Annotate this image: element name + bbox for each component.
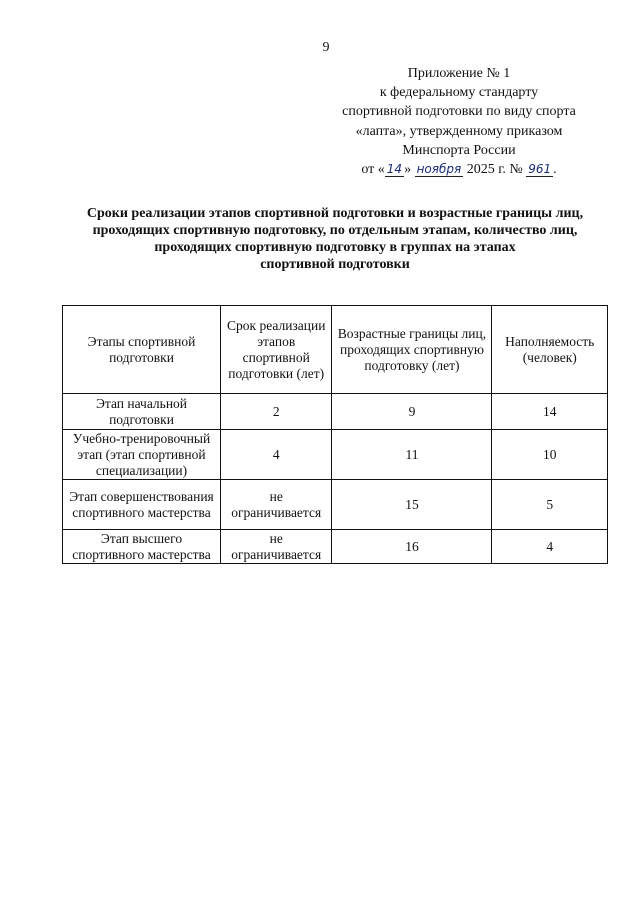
- date-end: .: [553, 162, 557, 178]
- header-stages: Этапы спортивной подготовки: [63, 306, 221, 394]
- cell-group-size: 4: [492, 530, 608, 564]
- table-row: [63, 394, 608, 430]
- cell-duration: 4: [221, 430, 332, 480]
- appendix-line-5: Минспорта России: [402, 142, 516, 158]
- cell-group-size: 5: [492, 480, 608, 530]
- cell-age: 9: [332, 394, 492, 430]
- table-row: [63, 480, 608, 530]
- order-date-line: [320, 160, 598, 179]
- handwritten-order-number: 961: [528, 162, 552, 177]
- stages-table: [62, 305, 608, 564]
- handwritten-day: 14: [386, 162, 403, 177]
- title-line-1: Сроки реализации этапов спортивной подготовки и возрастные границы лиц,: [86, 206, 584, 221]
- cell-age: 15: [332, 480, 492, 530]
- cell-stage: Этап высшего спортивного мастерства: [63, 530, 221, 564]
- cell-stage: Учебно-тренировочный этап (этап спортивной специализации): [63, 430, 221, 480]
- title-line-4: спортивной подготовки: [260, 257, 410, 272]
- header-duration: Срок реализации этапов спортивной подготовки (лет): [221, 306, 332, 394]
- table-row: [63, 430, 608, 480]
- appendix-line-4: «лапта», утвержденному приказом: [355, 123, 563, 139]
- cell-duration: не ограничивается: [221, 530, 332, 564]
- date-prefix: от «: [361, 162, 385, 178]
- cell-duration: 2: [221, 394, 332, 430]
- date-year: 2025 г. №: [466, 162, 523, 178]
- date-mid: »: [404, 162, 412, 178]
- title-line-2: проходящих спортивную подготовку, по отдельным этапам, количество лиц,: [92, 223, 578, 238]
- cell-age: 11: [332, 430, 492, 480]
- document-title: [60, 205, 610, 273]
- appendix-line-2: к федеральному стандарту: [379, 85, 539, 101]
- cell-stage: Этап начальной подготовки: [63, 394, 221, 430]
- table-row: [63, 530, 608, 564]
- cell-age: 16: [332, 530, 492, 564]
- cell-stage: Этап совершенствования спортивного мастерства: [63, 480, 221, 530]
- cell-group-size: 10: [492, 430, 608, 480]
- page-number: 9: [322, 40, 330, 55]
- cell-duration: не ограничивается: [221, 480, 332, 530]
- cell-group-size: 14: [492, 394, 608, 430]
- table-header-row: [63, 306, 608, 394]
- appendix-line-1: Приложение № 1: [407, 66, 511, 81]
- appendix-line-3: спортивной подготовки по виду спорта: [342, 104, 576, 120]
- appendix-block: [320, 64, 598, 179]
- header-age-limits: Возрастные границы лиц, проходящих спортивную подготовку (лет): [332, 306, 492, 394]
- header-group-size: Наполняемость (человек): [492, 306, 608, 394]
- title-line-3: проходящих спортивную подготовку в группах на этапах: [154, 240, 516, 255]
- handwritten-month: ноября: [416, 162, 462, 177]
